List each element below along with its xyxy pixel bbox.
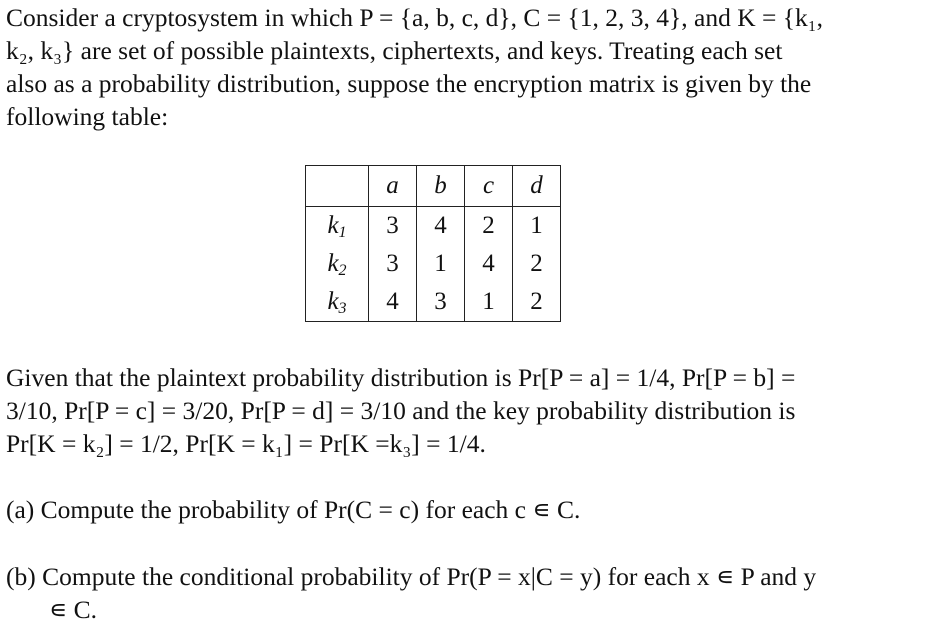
table-cell: 1 <box>465 283 513 322</box>
table-cell: 4 <box>369 283 417 322</box>
given-line-3: Pr[K = k₂] = 1/2, Pr[K = k₁] = Pr[K =k₃] = 1/4. <box>6 429 486 458</box>
table-cell: 3 <box>369 207 417 246</box>
encryption-matrix-table <box>305 165 561 322</box>
question-a <box>6 493 938 526</box>
table-cell: 1 <box>417 245 465 283</box>
column-header: b <box>417 166 465 207</box>
question-b-line-2: ∊ C. <box>49 595 98 624</box>
table-cell: 2 <box>513 283 561 322</box>
intro-line-4: following table: <box>6 102 169 131</box>
column-header: c <box>465 166 513 207</box>
table-cell: 3 <box>369 245 417 283</box>
given-distributions <box>6 361 938 460</box>
table-row <box>306 245 561 283</box>
row-key: $k_2$ <box>306 245 369 283</box>
row-key: $k_3$ <box>306 283 369 322</box>
table-cell: 4 <box>417 207 465 246</box>
column-header: a <box>369 166 417 207</box>
question-b-line-1: (b) Compute the conditional probability of Pr(P = x|C = y) for each x ∊ P and y <box>6 562 817 591</box>
table-cell: 1 <box>513 207 561 246</box>
table-cell: 2 <box>513 245 561 283</box>
problem-intro <box>6 1 938 133</box>
given-line-2: 3/10, Pr[P = c] = 3/20, Pr[P = d] = 3/10 and the key probability distribution is <box>6 396 796 425</box>
row-key: $k_1$ <box>306 207 369 246</box>
table-cell: 3 <box>417 283 465 322</box>
table-cell: 4 <box>465 245 513 283</box>
question-b <box>6 560 938 626</box>
table-row <box>306 283 561 322</box>
intro-line-3: also as a probability distribution, suppose the encryption matrix is given by the <box>6 69 812 98</box>
intro-line-2: k₂, k₃} are set of possible plaintexts, ciphertexts, and keys. Treating each set <box>6 36 783 65</box>
table-corner-cell <box>306 166 369 207</box>
table-header-row <box>306 166 561 207</box>
table-cell: 2 <box>465 207 513 246</box>
question-a-text: (a) Compute the probability of Pr(C = c) for each c ∊ C. <box>6 495 581 524</box>
table-row <box>306 207 561 246</box>
column-header: d <box>513 166 561 207</box>
given-line-1: Given that the plaintext probability distribution is Pr[P = a] = 1/4, Pr[P = b] = <box>6 363 796 392</box>
intro-line-1: Consider a cryptosystem in which P = {a, b, c, d}, C = {1, 2, 3, 4}, and K = {k₁, <box>6 3 823 32</box>
